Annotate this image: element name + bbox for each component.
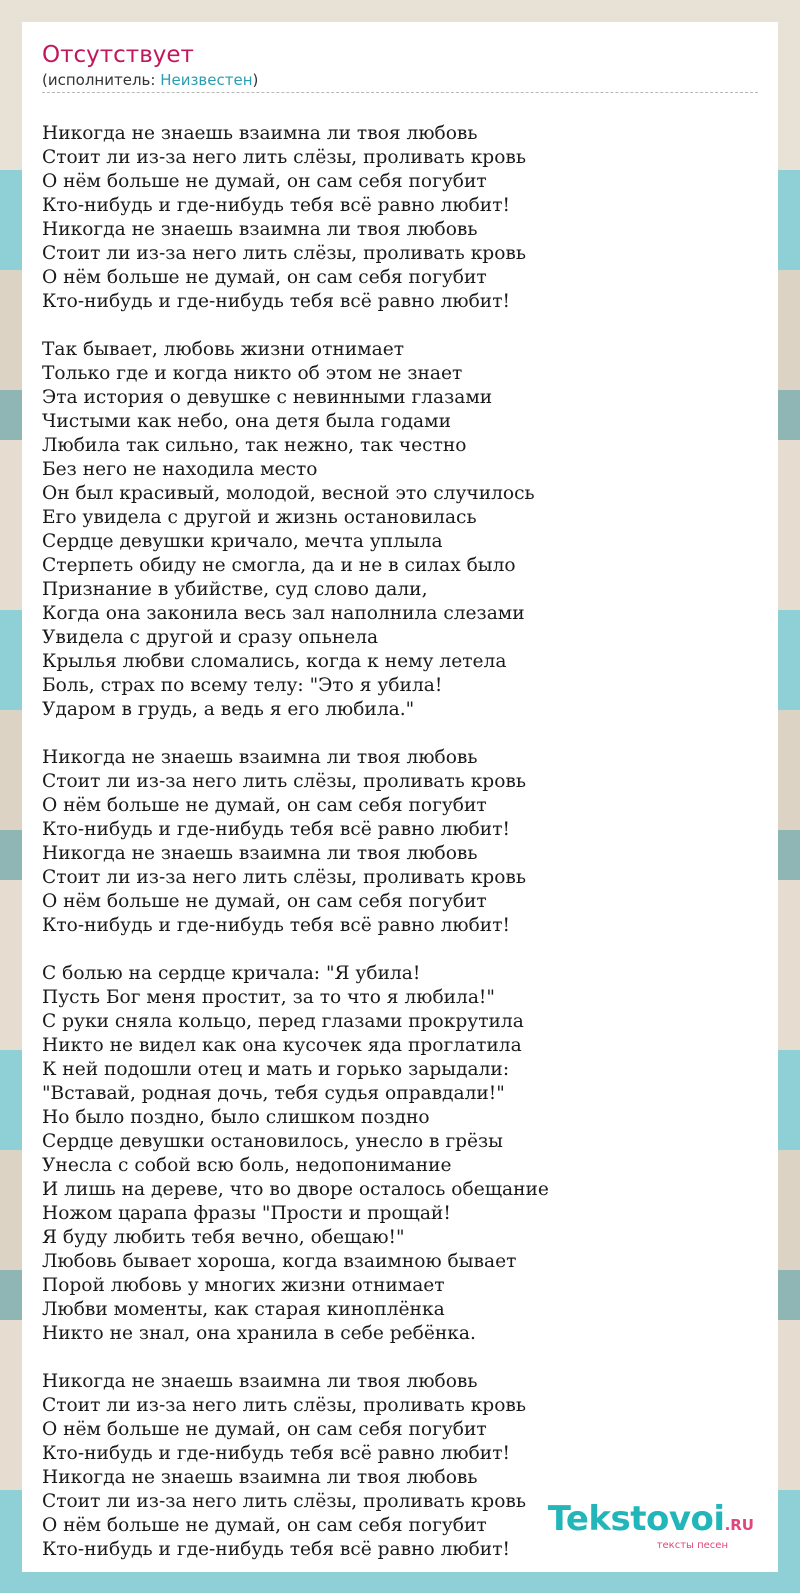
- lyrics-stanza: [42, 338, 758, 722]
- lyrics-line: Унесла с собой всю боль, недопонимание: [42, 1155, 452, 1176]
- lyrics-line: Стоит ли из-за него лить слёзы, проливать кровь: [42, 771, 527, 792]
- lyrics-line: Его увидела с другой и жизнь остановилась: [42, 507, 477, 528]
- lyrics-line: С руки сняла кольцо, перед глазами прокрутила: [42, 1011, 524, 1032]
- artist-prefix: (исполнитель:: [42, 71, 161, 89]
- lyrics-text: [42, 122, 758, 1562]
- lyrics-line: Стоит ли из-за него лить слёзы, проливать кровь: [42, 1395, 527, 1416]
- lyrics-line: О нём больше не думай, он сам себя погубит: [42, 1515, 487, 1536]
- lyrics-line: Никогда не знаешь взаимна ли твоя любовь: [42, 1371, 478, 1392]
- lyrics-stanza: [42, 746, 758, 938]
- lyrics-stanza: [42, 962, 758, 1346]
- lyrics-line: Никогда не знаешь взаимна ли твоя любовь: [42, 1467, 478, 1488]
- logo-wordmark: [547, 1499, 754, 1542]
- lyrics-line: Никогда не знаешь взаимна ли твоя любовь: [42, 123, 478, 144]
- lyrics-line: Стерпеть обиду не смогла, да и не в силах было: [42, 555, 516, 576]
- lyrics-line: О нём больше не думай, он сам себя погубит: [42, 171, 487, 192]
- artist-line: [42, 70, 758, 93]
- lyrics-line: Он был красивый, молодой, весной это случилось: [42, 483, 535, 504]
- lyrics-line: Никто не видел как она кусочек яда проглатила: [42, 1035, 522, 1056]
- site-logo[interactable]: [547, 1499, 754, 1552]
- lyrics-line: Порой любовь у многих жизни отнимает: [42, 1275, 445, 1296]
- lyrics-line: Увидела с другой и сразу опьнела: [42, 627, 379, 648]
- lyrics-line: Кто-нибудь и где-нибудь тебя всё равно любит!: [42, 915, 510, 936]
- lyrics-line: Стоит ли из-за него лить слёзы, проливать кровь: [42, 867, 527, 888]
- logo-tld: .RU: [724, 1516, 754, 1534]
- logo-tagline: тексты песен: [656, 1540, 728, 1551]
- lyrics-line: Признание в убийстве, суд слово дали,: [42, 579, 428, 600]
- lyrics-line: Стоит ли из-за него лить слёзы, проливать кровь: [42, 1491, 527, 1512]
- lyrics-line: К ней подошли отец и мать и горько зарыдали:: [42, 1059, 510, 1080]
- lyrics-line: Кто-нибудь и где-нибудь тебя всё равно любит!: [42, 819, 510, 840]
- logo-main-text: Tekstovoi: [547, 1499, 725, 1539]
- lyrics-line: Стоит ли из-за него лить слёзы, проливать кровь: [42, 147, 527, 168]
- lyrics-line: Любовь бывает хороша, когда взаимною бывает: [42, 1251, 517, 1272]
- lyrics-line: Ударом в грудь, а ведь я его любила.": [42, 699, 415, 720]
- lyrics-line: Чистыми как небо, она детя была годами: [42, 411, 451, 432]
- artist-suffix: ): [252, 71, 259, 89]
- lyrics-line: О нём больше не думай, он сам себя погубит: [42, 267, 487, 288]
- lyrics-line: О нём больше не думай, он сам себя погубит: [42, 795, 487, 816]
- lyrics-line: Но было поздно, было слишком поздно: [42, 1107, 430, 1128]
- lyrics-line: Никто не знал, она хранила в себе ребёнка.: [42, 1323, 476, 1344]
- lyrics-line: Любви моменты, как старая киноплёнка: [42, 1299, 445, 1320]
- lyrics-line: Любила так сильно, так нежно, так честно: [42, 435, 467, 456]
- lyrics-line: Стоит ли из-за него лить слёзы, проливать кровь: [42, 243, 527, 264]
- lyrics-line: Кто-нибудь и где-нибудь тебя всё равно любит!: [42, 195, 510, 216]
- lyrics-line: Только где и когда никто об этом не знает: [42, 363, 463, 384]
- song-header: [42, 40, 758, 93]
- lyrics-line: Кто-нибудь и где-нибудь тебя всё равно любит!: [42, 1443, 510, 1464]
- lyrics-line: О нём больше не думай, он сам себя погубит: [42, 1419, 487, 1440]
- lyrics-line: Кто-нибудь и где-нибудь тебя всё равно любит!: [42, 291, 510, 312]
- lyrics-line: Пусть Бог меня простит, за то что я любила!": [42, 987, 495, 1008]
- lyrics-line: Никогда не знаешь взаимна ли твоя любовь: [42, 843, 478, 864]
- song-title: Отсутствует: [42, 42, 194, 68]
- lyrics-line: Я буду любить тебя вечно, обещаю!": [42, 1227, 405, 1248]
- lyrics-line: Кто-нибудь и где-нибудь тебя всё равно любит!: [42, 1539, 510, 1560]
- lyrics-line: Когда она законила весь зал наполнила слезами: [42, 603, 525, 624]
- lyrics-line: Ножом царапа фразы "Прости и прощай!: [42, 1203, 451, 1224]
- lyrics-line: "Вставай, родная дочь, тебя судья оправдали!": [42, 1083, 505, 1104]
- lyrics-line: Так бывает, любовь жизни отнимает: [42, 339, 405, 360]
- lyrics-line: Сердце девушки кричало, мечта уплыла: [42, 531, 443, 552]
- lyrics-line: Боль, страх по всему телу: "Это я убила!: [42, 675, 443, 696]
- lyrics-line: С болью на сердце кричала: "Я убила!: [42, 963, 421, 984]
- artist-link[interactable]: Неизвестен: [160, 71, 253, 89]
- lyrics-line: Сердце девушки остановилось, унесло в грёзы: [42, 1131, 503, 1152]
- lyrics-line: Эта история о девушке с невинными глазами: [42, 387, 493, 408]
- lyrics-line: Крылья любви сломались, когда к нему летела: [42, 651, 507, 672]
- lyrics-line: О нём больше не думай, он сам себя погубит: [42, 891, 487, 912]
- lyrics-line: И лишь на дереве, что во дворе осталось обещание: [42, 1179, 549, 1200]
- lyrics-card: [22, 22, 778, 1572]
- lyrics-line: Без него не находила место: [42, 459, 318, 480]
- lyrics-stanza: [42, 122, 758, 314]
- lyrics-line: Никогда не знаешь взаимна ли твоя любовь: [42, 219, 478, 240]
- lyrics-line: Никогда не знаешь взаимна ли твоя любовь: [42, 747, 478, 768]
